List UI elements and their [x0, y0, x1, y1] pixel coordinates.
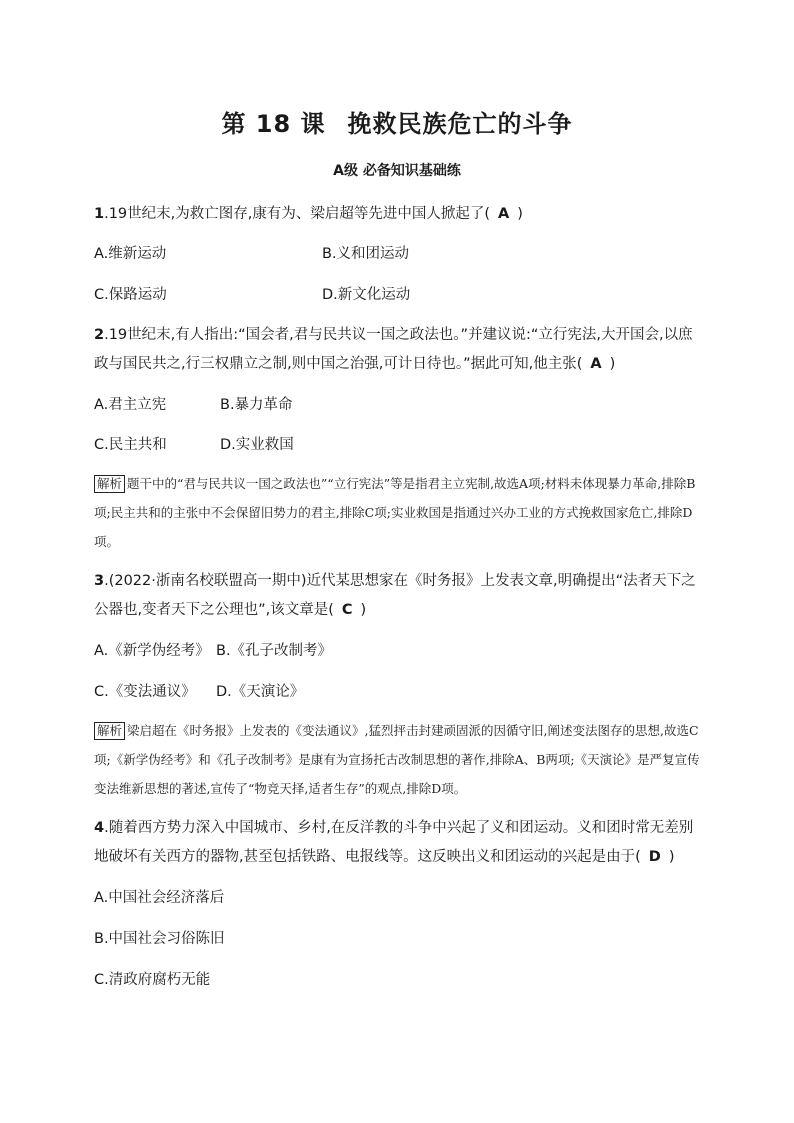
- q3-option-d: D.《天演论》: [216, 684, 305, 700]
- q4-option-a: A.中国社会经济落后: [94, 890, 225, 906]
- q3-option-b: B.《孔子改制考》: [216, 643, 333, 659]
- q2-option-d: D.实业救国: [220, 437, 294, 453]
- q2-explanation: 解析 题干中的“君与民共议一国之政法也”“立行宪法”等是指君主立宪制,故选A项;材料未体现暴力革命,排除B项;民主共和的主张中不会保留旧势力的君主,排除C项;实业救国是指通过兴办工业的方式挽救国家危亡,排除D项。: [94, 476, 696, 549]
- q2-option-b: B.暴力革命: [220, 397, 293, 413]
- q1-option-b: B.义和团运动: [322, 246, 410, 262]
- explanation-tag: 解析: [94, 722, 125, 740]
- lesson-number: 第 18 课: [221, 110, 326, 138]
- question-2: 2.19世纪末,有人指出:“国会者,君与民共议一国之政法也。”并建议说:“立行宪法,大开国会,以庶政与国民共之,行三权鼎立之制,则中国之治强,可计日待也。”据此可知,他主张( A ): [94, 327, 693, 372]
- q3-explanation: 解析 梁启超在《时务报》上发表的《变法通议》,猛烈抨击封建顽固派的因循守旧,阐述变法图存的思想,故选C项;《新学伪经考》和《孔子改制考》是康有为宣扬托古改制思想的著作,排除A、B两项;《天演论》是严复宣传变法维新思想的著述,宣传了“物竞天择,适者生存”的观点,排除D项。: [94, 723, 700, 796]
- q4-option-b: B.中国社会习俗陈旧: [94, 931, 225, 947]
- explanation-tag: 解析: [94, 475, 125, 493]
- answer-3: C: [341, 602, 353, 618]
- question-1: 1.19世纪末,为救亡图存,康有为、梁启超等先进中国人掀起了( A ): [94, 206, 523, 222]
- q1-option-a: A.维新运动: [94, 246, 167, 262]
- q4-option-c: C.清政府腐朽无能: [94, 972, 211, 988]
- q1-option-c: C.保路运动: [94, 287, 167, 303]
- q2-option-c: C.民主共和: [94, 437, 167, 453]
- q3-option-a: A.《新学伪经考》: [94, 643, 210, 659]
- question-3: 3.(2022·浙南名校联盟高一期中)近代某思想家在《时务报》上发表文章,明确提出“法者天下之公器也,变者天下之公理也”,该文章是( C ): [94, 573, 696, 618]
- answer-4: D: [648, 849, 661, 865]
- q1-option-d: D.新文化运动: [322, 287, 411, 303]
- q3-option-c: C.《变法通议》: [94, 684, 196, 700]
- section-level: A级 必备知识基础练: [333, 163, 461, 179]
- answer-1: A: [498, 206, 510, 222]
- question-4: 4.随着西方势力深入中国城市、乡村,在反洋教的斗争中兴起了义和团运动。义和团时常无差别地破坏有关西方的器物,甚至包括铁路、电报线等。这反映出义和团运动的兴起是由于( D ): [94, 820, 694, 865]
- q2-option-a: A.君主立宪: [94, 397, 167, 413]
- page-title: [0, 104, 794, 139]
- lesson-name: 挽救民族危亡的斗争: [347, 110, 573, 138]
- answer-2: A: [590, 356, 602, 372]
